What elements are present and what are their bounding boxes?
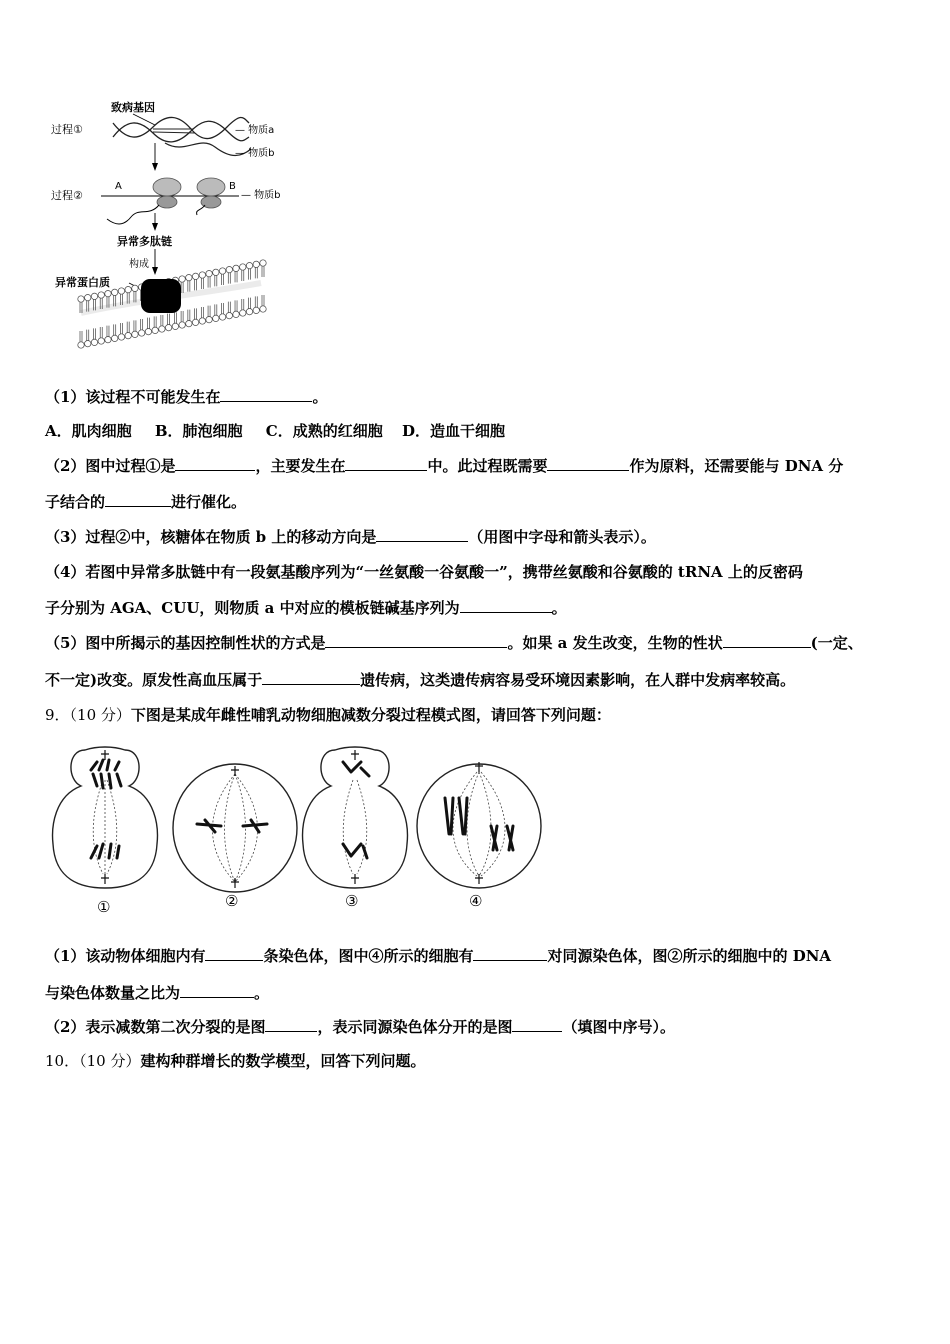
lipid-tail [235, 271, 237, 282]
lipid-tail [107, 326, 109, 337]
q9-part1-text-e: 。 [254, 984, 270, 1002]
lipid-head [132, 331, 138, 337]
option-a[interactable]: A．肌肉细胞 [45, 422, 132, 440]
label-abnormal-protein: 异常蛋白质 [55, 276, 110, 289]
q8-part2-blank1[interactable] [175, 456, 255, 471]
q8-part5-text-d: 不一定)改变。原发性高血压属于 [45, 671, 263, 689]
lipid-tail [215, 304, 217, 315]
lipid-head [118, 334, 124, 340]
gene-expression-diagram [45, 95, 315, 363]
q8-part2-blank2[interactable] [345, 456, 427, 471]
lipid-tail [127, 322, 129, 333]
lipid-head [240, 310, 246, 316]
option-d[interactable]: D．造血干细胞 [401, 422, 505, 440]
lipid-head [105, 336, 111, 342]
label-process-2: 过程② [51, 189, 83, 202]
q9-part2-blank2[interactable] [512, 1017, 562, 1032]
lipid-head [179, 276, 185, 282]
lipid-head [85, 294, 91, 300]
lipid-head [186, 320, 192, 326]
lipid-tail [195, 308, 197, 319]
lipid-head [78, 296, 84, 302]
dna-helix [113, 117, 249, 141]
lipid-tail [141, 319, 143, 330]
q9-part1-text-b: 条染色体，图中④所示的细胞有 [263, 947, 474, 965]
lipid-head [145, 328, 151, 334]
q8-part2-line1 [45, 455, 843, 476]
lipid-tail [93, 328, 95, 339]
lipid-head [125, 286, 131, 292]
lipid-head [112, 289, 118, 295]
meiosis-cells-diagram [45, 740, 545, 915]
cell-2-outline [173, 764, 297, 892]
lipid-tail [147, 318, 149, 329]
cell-4-outline [417, 764, 541, 888]
lipid-head [213, 269, 219, 275]
lipid-head [253, 307, 259, 313]
q8-part4-line1 [45, 561, 803, 582]
lipid-tail [80, 331, 82, 342]
label-abnormal-peptide: 异常多肽链 [117, 235, 172, 248]
lipid-head [152, 327, 158, 333]
lipid-head [138, 330, 144, 336]
cell-label-3: ③ [345, 892, 359, 910]
q8-part3-blank[interactable] [376, 527, 468, 542]
q9-part1-line2 [45, 982, 269, 1003]
q9-part1-blank2[interactable] [473, 946, 547, 961]
lipid-head [78, 342, 84, 348]
q8-part4-end: 。 [551, 599, 567, 617]
q8-part2-text-d: 作为原料，还需要能与 DNA 分 [629, 457, 844, 475]
lipid-tail [228, 302, 230, 313]
q9-part1-line1 [45, 945, 831, 966]
lipid-head [199, 318, 205, 324]
label-substance-b-top: — 物质b [235, 148, 275, 159]
lipid-tail [235, 300, 237, 311]
lipid-tail [181, 311, 183, 322]
lipid-head [206, 270, 212, 276]
q8-part2-text-e: 子结合的 [45, 493, 106, 511]
lipid-head [192, 319, 198, 325]
lipid-head [172, 323, 178, 329]
q9-part2-blank1[interactable] [265, 1017, 317, 1032]
lipid-head [98, 292, 104, 298]
q8-part2-line2 [45, 491, 246, 512]
lipid-head [85, 340, 91, 346]
lipid-head [260, 306, 266, 312]
lipid-tail [222, 274, 224, 285]
lipid-head [105, 290, 111, 296]
lipid-head [98, 338, 104, 344]
q8-part5-line2 [45, 669, 795, 690]
q8-part5-text-c: (一定、 [810, 634, 863, 652]
lipid-head [91, 293, 97, 299]
q8-part4-line2 [45, 597, 567, 618]
lipid-tail [181, 282, 183, 293]
lipid-head [219, 268, 225, 274]
lipid-head [132, 285, 138, 291]
lipid-tail [242, 299, 244, 310]
q8-part2-text-b: ，主要发生在 [255, 457, 346, 475]
q8-part1-text: （1）该过程不可能发生在 [45, 388, 221, 406]
lipid-head [206, 316, 212, 322]
q8-part5-blank3[interactable] [262, 670, 360, 685]
lipid-head [179, 322, 185, 328]
lipid-tail [249, 269, 251, 280]
lipid-tail [208, 306, 210, 317]
label-pathogenic-gene: 致病基因 [111, 101, 155, 114]
lipid-tail [134, 320, 136, 331]
ribosome-2 [197, 178, 225, 208]
lipid-tail [262, 295, 264, 306]
lipid-head [253, 261, 259, 267]
q8-part2-blank3[interactable] [547, 456, 629, 471]
q8-part5-blank2[interactable] [723, 633, 811, 648]
lipid-head [125, 332, 131, 338]
q9-part1-text-d: 与染色体数量之比为 [45, 984, 181, 1002]
q8-part3-text: （3）过程②中，核糖体在物质 b 上的移动方向是 [45, 528, 377, 546]
q8-options [45, 420, 505, 441]
lipid-head [165, 324, 171, 330]
q8-part2-text-f: 进行催化。 [171, 493, 247, 511]
lipid-tail [255, 296, 257, 307]
q9-part1-text-c: 对同源染色体，图②所示的细胞中的 DNA [547, 947, 832, 965]
lipid-head [213, 315, 219, 321]
lipid-head [91, 339, 97, 345]
lipid-tail [195, 279, 197, 290]
q10-heading [45, 1050, 425, 1071]
lipid-tail [208, 277, 210, 288]
lipid-tail [154, 316, 156, 327]
lipid-head [260, 260, 266, 266]
label-B: B [229, 181, 236, 192]
lipid-head [219, 314, 225, 320]
q8-part5-text-e: 遗传病，这类遗传病容易受环境因素影响，在人群中发病率较高。 [360, 671, 796, 689]
lipid-tail [262, 266, 264, 277]
q10-heading-text: 建构种群增长的数学模型，回答下列问题。 [140, 1052, 426, 1070]
lipid-head [233, 311, 239, 317]
lipid-tail [201, 307, 203, 318]
q8-part4-text-a: （4）若图中异常多肽链中有一段氨基酸序列为“一丝氨酸一谷氨酸一”，携带丝氨酸和谷氨酸的 tRNA 上的反密码 [45, 563, 803, 581]
lipid-tail [188, 310, 190, 321]
option-c[interactable]: C．成熟的红细胞 [265, 422, 383, 440]
cell-label-1: ① [97, 898, 111, 915]
lipid-tail [168, 314, 170, 325]
lipid-head [226, 312, 232, 318]
lipid-head [159, 326, 165, 332]
lipid-tail [120, 323, 122, 334]
q9-part1-text-a: （1）该动物体细胞内有 [45, 947, 206, 965]
abnormal-protein-block [141, 279, 181, 313]
lipid-tail [255, 267, 257, 278]
lipid-head [186, 274, 192, 280]
lipid-head [246, 262, 252, 268]
lipid-head [246, 308, 252, 314]
label-process-1: 过程① [51, 123, 83, 136]
lipid-tail [242, 270, 244, 281]
cell-label-4: ④ [469, 892, 483, 910]
q8-part2-blank4[interactable] [105, 492, 171, 507]
label-A: A [115, 181, 122, 192]
q9-heading [45, 704, 611, 725]
q8-part1-end: 。 [312, 388, 328, 406]
ribosome-1 [153, 178, 181, 208]
q9-number: 9．（10 分） [45, 706, 131, 724]
lipid-tail [114, 324, 116, 335]
q8-part4-blank[interactable] [460, 598, 552, 613]
peptide-chain-1 [107, 205, 159, 224]
q8-part1 [45, 386, 327, 407]
lipid-head [118, 288, 124, 294]
lipid-tail [201, 278, 203, 289]
q8-part5-line1 [45, 632, 863, 653]
q8-part5-text-b: 。如果 a 发生改变，生物的性状 [507, 634, 723, 652]
lipid-tail [87, 330, 89, 341]
label-substance-b-mid: — 物质b [241, 190, 281, 201]
q9-part2-text-c: （填图中序号）。 [562, 1018, 675, 1036]
lipid-head [240, 264, 246, 270]
lipid-head [226, 266, 232, 272]
lipid-tail [249, 298, 251, 309]
peptide-chain-2 [197, 205, 205, 215]
q8-part3 [45, 526, 656, 547]
lipid-tail [161, 315, 163, 326]
q9-part2 [45, 1016, 675, 1037]
label-substance-a-top: — 物质a [235, 125, 275, 136]
q8-part4-text-b: 子分别为 AGA、CUU，则物质 a 中对应的模板链碱基序列为 [45, 599, 460, 617]
q9-heading-text: 下图是某成年雌性哺乳动物细胞减数分裂过程模式图，请回答下列问题： [130, 706, 611, 724]
q9-part1-blank1[interactable] [205, 946, 263, 961]
q8-part1-blank[interactable] [220, 387, 312, 402]
cell-label-2: ② [225, 892, 239, 910]
lipid-tail [188, 281, 190, 292]
q8-part2-text-c: 中。此过程既需要 [427, 457, 548, 475]
q9-part2-text-b: ，表示同源染色体分开的是图 [317, 1018, 513, 1036]
lipid-tail [228, 273, 230, 284]
lipid-head [192, 273, 198, 279]
q8-part5-blank1[interactable] [325, 633, 507, 648]
lipid-tail [215, 275, 217, 286]
option-b[interactable]: B．肺泡细胞 [154, 422, 243, 440]
lipid-head [199, 272, 205, 278]
label-compose: 构成 [129, 259, 149, 270]
q9-part2-text-a: （2）表示减数第二次分裂的是图 [45, 1018, 266, 1036]
lipid-tail [100, 327, 102, 338]
lipid-tail [222, 303, 224, 314]
q8-part2-text-a: （2）图中过程①是 [45, 457, 176, 475]
q10-number: 10．（10 分） [45, 1052, 141, 1070]
lipid-head [112, 335, 118, 341]
q8-part5-text-a: （5）图中所揭示的基因控制性状的方式是 [45, 634, 326, 652]
q9-part1-blank3[interactable] [180, 983, 254, 998]
q8-part3-end: （用图中字母和箭头表示）。 [468, 528, 656, 546]
lipid-head [233, 265, 239, 271]
lipid-tail [174, 312, 176, 323]
